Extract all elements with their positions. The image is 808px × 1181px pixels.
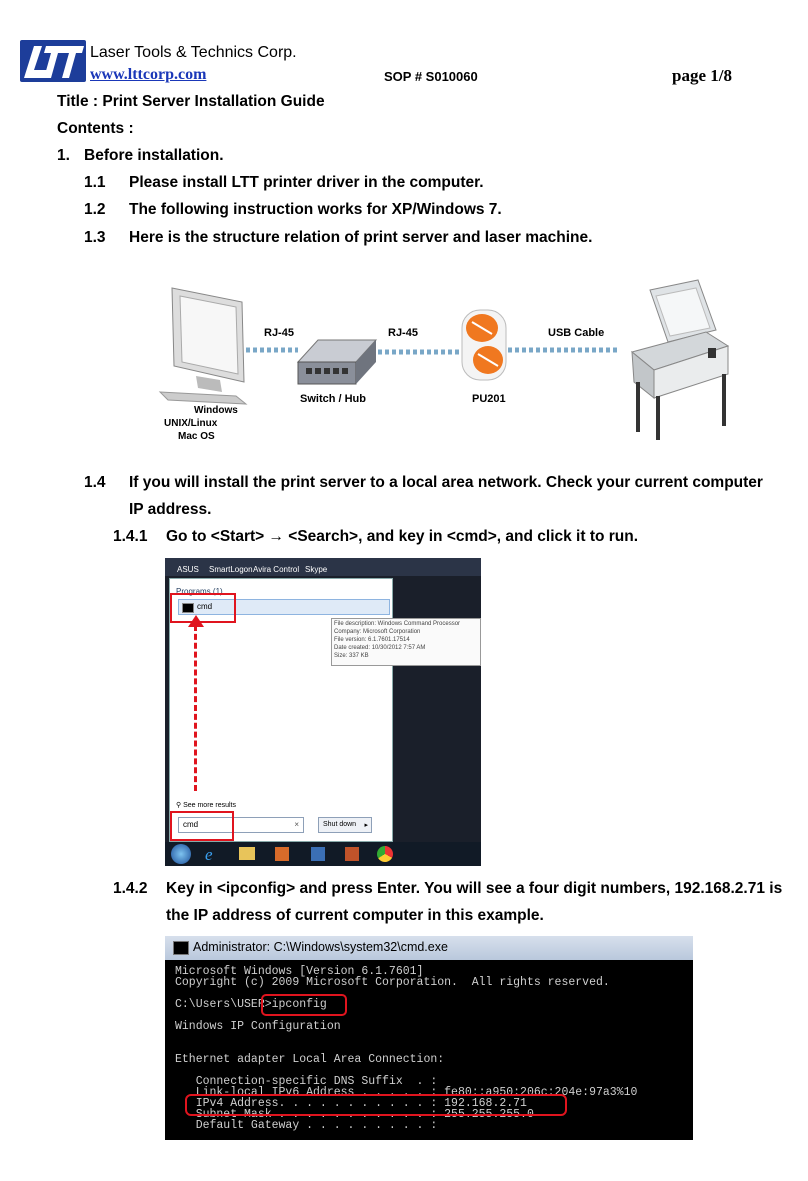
item-1-4-text-line2: IP address. xyxy=(129,501,212,518)
cmd-tooltip: File description: Windows Command Processor Company: Microsoft Corporation File version: 6.1.7601.17514 Date created: 10/30/2012 7:57 AM Size: 337 KB xyxy=(331,618,481,666)
contents-heading: Contents : xyxy=(57,120,134,137)
section-1-number: 1. xyxy=(57,147,70,164)
search-highlight-box xyxy=(170,811,234,841)
cmd-line-ethernet: Ethernet adapter Local Area Connection: xyxy=(175,1053,445,1066)
item-1-1-number: 1.1 xyxy=(84,174,106,191)
start-menu-screenshot xyxy=(165,558,481,866)
cmd-line-subnet: Subnet Mask . . . . . . . . . . . : 255.255.255.0 xyxy=(175,1108,534,1121)
cmd-line-dns-suffix: Connection-specific DNS Suffix . : xyxy=(175,1075,438,1088)
company-url-link[interactable]: www.lttcorp.com xyxy=(90,66,207,83)
cmd-line-copyright: Copyright (c) 2009 Microsoft Corporation. All rights reserved. xyxy=(175,976,610,989)
firefox-icon[interactable] xyxy=(345,847,359,861)
taskbar-app-icon[interactable] xyxy=(311,847,325,861)
network-structure-diagram xyxy=(150,270,730,450)
print-server-icon xyxy=(462,310,506,380)
media-player-icon[interactable] xyxy=(275,847,289,861)
usb-label: USB Cable xyxy=(548,327,605,339)
start-orb-icon[interactable] xyxy=(171,844,191,864)
ipconfig-highlight-box xyxy=(261,994,347,1016)
cmd-line-version: Microsoft Windows [Version 6.1.7601] xyxy=(175,965,424,978)
switch-hub-icon xyxy=(298,340,376,384)
item-1-4-1-text: Go to <Start> → <Search>, and key in <cmd>, and click it to run. xyxy=(166,528,639,545)
page-number: page 1/8 xyxy=(672,66,732,85)
rj45-label-1: RJ-45 xyxy=(264,327,294,339)
item-1-4-text-line1: If you will install the print server to a local area network. Check your current computer xyxy=(129,474,763,491)
shutdown-button[interactable]: Shut down ▸ xyxy=(318,817,372,833)
os-label-mac: Mac OS xyxy=(178,431,215,442)
company-logo xyxy=(20,40,86,82)
programs-heading: Programs (1) xyxy=(176,587,223,596)
computer-icon xyxy=(160,288,246,404)
cmd-line-prompt: C:\Users\USER>ipconfig xyxy=(175,998,327,1011)
cmd-window-icon xyxy=(173,941,189,955)
section-1-title: Before installation. xyxy=(84,147,224,164)
shutdown-arrow-icon[interactable]: ▸ xyxy=(364,822,368,829)
item-1-4-2-text-line1: Key in <ipconfig> and press Enter. You will see a four digit numbers, 192.168.2.71 is xyxy=(166,880,783,897)
cmd-result-label: cmd xyxy=(197,602,213,611)
explorer-folder-icon[interactable] xyxy=(239,847,255,860)
cmd-window-title: Administrator: C:\Windows\system32\cmd.exe xyxy=(193,940,448,954)
item-1-4-2-text-line2: the IP address of current computer in this example. xyxy=(166,907,544,924)
clear-search-icon[interactable]: × xyxy=(294,820,299,829)
arrow-head-icon xyxy=(188,615,204,627)
ipv4-highlight-box xyxy=(185,1094,567,1116)
desktop-icon-avira[interactable]: Avira Control xyxy=(253,565,300,574)
chrome-icon[interactable] xyxy=(377,846,393,862)
item-1-2-number: 1.2 xyxy=(84,201,106,218)
os-label-windows: Windows xyxy=(194,405,238,416)
taskbar xyxy=(165,842,481,866)
cmd-line-ipv6: Link-local IPv6 Address . . . . . : fe80::a950:206c:204e:97a3%10 xyxy=(175,1086,638,1099)
laser-machine-icon xyxy=(632,280,728,440)
desktop-icon-asus[interactable]: ASUS xyxy=(177,565,199,574)
pu201-label: PU201 xyxy=(472,393,506,405)
item-1-2-text: The following instruction works for XP/Windows 7. xyxy=(129,201,502,218)
rj45-label-2: RJ-45 xyxy=(388,327,418,339)
desktop-icon-skype[interactable]: Skype xyxy=(305,565,328,574)
cmd-title-bar xyxy=(165,936,693,960)
item-1-4-number: 1.4 xyxy=(84,474,106,491)
os-label-unix: UNIX/Linux xyxy=(164,418,218,429)
item-1-3-text: Here is the structure relation of print server and laser machine. xyxy=(129,229,593,246)
cmd-window-screenshot xyxy=(165,936,693,1140)
item-1-4-2-number: 1.4.2 xyxy=(113,880,148,897)
switch-label: Switch / Hub xyxy=(300,393,366,405)
see-more-results-link[interactable]: ⚲ See more results xyxy=(176,802,236,809)
internet-explorer-icon[interactable]: e xyxy=(205,845,213,864)
red-dashed-arrow xyxy=(194,625,197,791)
company-name: Laser Tools & Technics Corp. xyxy=(90,44,297,61)
sop-number: SOP # S010060 xyxy=(384,69,478,84)
cmd-line-ip-config: Windows IP Configuration xyxy=(175,1020,341,1033)
item-1-3-number: 1.3 xyxy=(84,229,106,246)
cmd-line-ipv4: IPv4 Address. . . . . . . . . . . : 192.168.2.71 xyxy=(175,1097,527,1110)
document-title: Title : Print Server Installation Guide xyxy=(57,93,325,110)
search-input-value: cmd xyxy=(183,820,199,829)
item-1-1-text: Please install LTT printer driver in the computer. xyxy=(129,174,484,191)
desktop-icon-smartlogon[interactable]: SmartLogon xyxy=(209,565,253,574)
cmd-line-gateway: Default Gateway . . . . . . . . . : xyxy=(175,1119,438,1132)
item-1-4-1-number: 1.4.1 xyxy=(113,528,148,545)
